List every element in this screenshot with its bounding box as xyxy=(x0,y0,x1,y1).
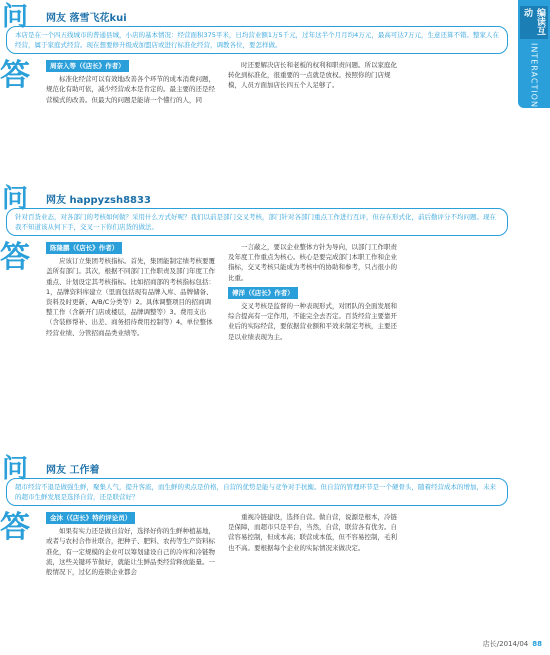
asker-name: 网友 落雪飞花kui xyxy=(46,13,127,24)
qa-block-2 xyxy=(0,186,510,442)
expert-tag-2: 傅洋（《店长》作者） xyxy=(228,287,298,299)
answer-text-left: 如果有实力还是做自营好，选择好你的生鲜种植基地，或者与农村合作社联合，把种子、肥料、农药等生产资料标准化，有一定规模的企业可以筹划建设自己的冷库和冷链物流，这些关键环节做好，就能让生鲜品类经营释放能量。一般情况下，过亿的连锁企业都会 xyxy=(46,527,215,577)
expert-tag: 金沐（《店长》特约评论员） xyxy=(46,512,135,524)
answer-column-right xyxy=(228,242,398,342)
page-number: 88 xyxy=(532,640,542,648)
answer-column-left xyxy=(46,242,216,338)
question-text: 本店是在一个四五线城市的普通县城，小店的基本情况：经营面积375平米，日均营业额1万5千元，过年这半个月月均4万元，最高可达7万元，生意还算不错。整家人在经营，属于家庭式经营。现在想要修升级成加盟店或进行标准化经营，调教各位，要怎样做。 xyxy=(6,26,508,54)
answer-icon: 答 xyxy=(0,510,30,545)
asker-name: 网友 工作着 xyxy=(46,465,100,476)
answer-icon: 答 xyxy=(0,58,30,93)
question-icon: 问 xyxy=(2,184,29,214)
question-icon: 问 xyxy=(2,454,29,484)
question-text: 针对百货业态，对各部门的考核如何做？采用什么方式好呢？我们以前是部门交叉考核，部门针对各部门重点工作进行互评，但存在形式化，前后勤评分不均问题。现在我不知道该从何下手，交叉一下你们店货的做法。 xyxy=(6,208,508,236)
qa-block-3 xyxy=(0,456,510,622)
expert-tag: 周奈入等（《店长》作者） xyxy=(46,60,129,72)
question-text: 超市经营不退是做强生鲜，聚集人气，提升客流，而生鲜的卖点是价格，自营的优势是能与竞争对手抗衡。但自营的管理环节是一个硬骨头，随着经营成本的增加，未来的超市生鲜发展是选择自营，还是联营好？ xyxy=(6,478,508,506)
asker-name: 网友 happyzsh8833 xyxy=(46,195,151,206)
answer-text-right-top: 一言蔽之，要以企业整体方针为导向，以部门工作职责及年度工作重点为核心。核心是要完成部门本职工作和企业指标，交叉考核只能成为考核中的协助和参考，只占很小的比重。 xyxy=(228,243,397,282)
answer-text-right: 时还要解决店长和老板的权利和职责问题。所以家庭化转化到标准化，很重要的一点就是放权。按照你的门店规模，人员方面加店长四五个人足够了。 xyxy=(228,61,397,90)
answer-text-right-bottom: 交叉考核是监督的一种表现形式，对团队的全面发展和综合提高有一定作用，不能完全去否定。百货经营主要靠开业后的实际经营，要依据营业额和平效来制定考核，主要还是以业绩表现为主。 xyxy=(228,302,397,341)
section-tab-english: INTERACTION xyxy=(529,43,539,108)
section-tab-label: 编读互动 xyxy=(520,6,548,39)
answer-text-right: 重视冷链建设，选择自营。做自营，说源是根本，冷链是保障，而超市只是平台，当然，自营，联营各有优劣。自营容易控制，但成本高；联营成本低，但不容易控制，毛利也不高。要根据每个企业的实际情况来做决定。 xyxy=(228,513,397,552)
answer-icon: 答 xyxy=(0,240,30,275)
issue-label: 店长/2014/04 xyxy=(482,640,529,648)
answer-text-left: 应该订立集团考核指标。首先，集团能制定绩考核要覆盖所有部门。其次，根据不同部门工作职责及部门年度工作重点、计划设定其考核指标。比如招商部的考核指标包括：1，品牌资料库建立（里面包括现有品牌入库、品牌储备、资料及时更新、A/B/C分类等）2。具体调整项目的招商调整工作（含新开门店或楼层，品牌调整等）3。费用支出（含装修帮补、出差、商务招待费用控制等）4。单位整体经营业绩、分管招商品类业绩等。 xyxy=(46,257,215,337)
page-footer xyxy=(483,639,542,649)
answer-text-left: 标准化经营可以有效地改善各个环节的成本消费问题，规范化有助可依，减少经营成本是肯定的。最主要的还是经营模式的改善。但最大的问题是能请一个懂行的人，同 xyxy=(46,75,215,104)
question-icon: 问 xyxy=(2,2,29,32)
answer-column-left xyxy=(46,512,216,577)
answer-column-right xyxy=(228,60,398,91)
expert-tag: 陈隆鹏（《店长》作者） xyxy=(46,242,122,254)
section-tab xyxy=(518,0,550,108)
qa-block-1 xyxy=(0,4,510,152)
answer-column-left xyxy=(46,60,216,105)
answer-column-right xyxy=(228,512,398,553)
